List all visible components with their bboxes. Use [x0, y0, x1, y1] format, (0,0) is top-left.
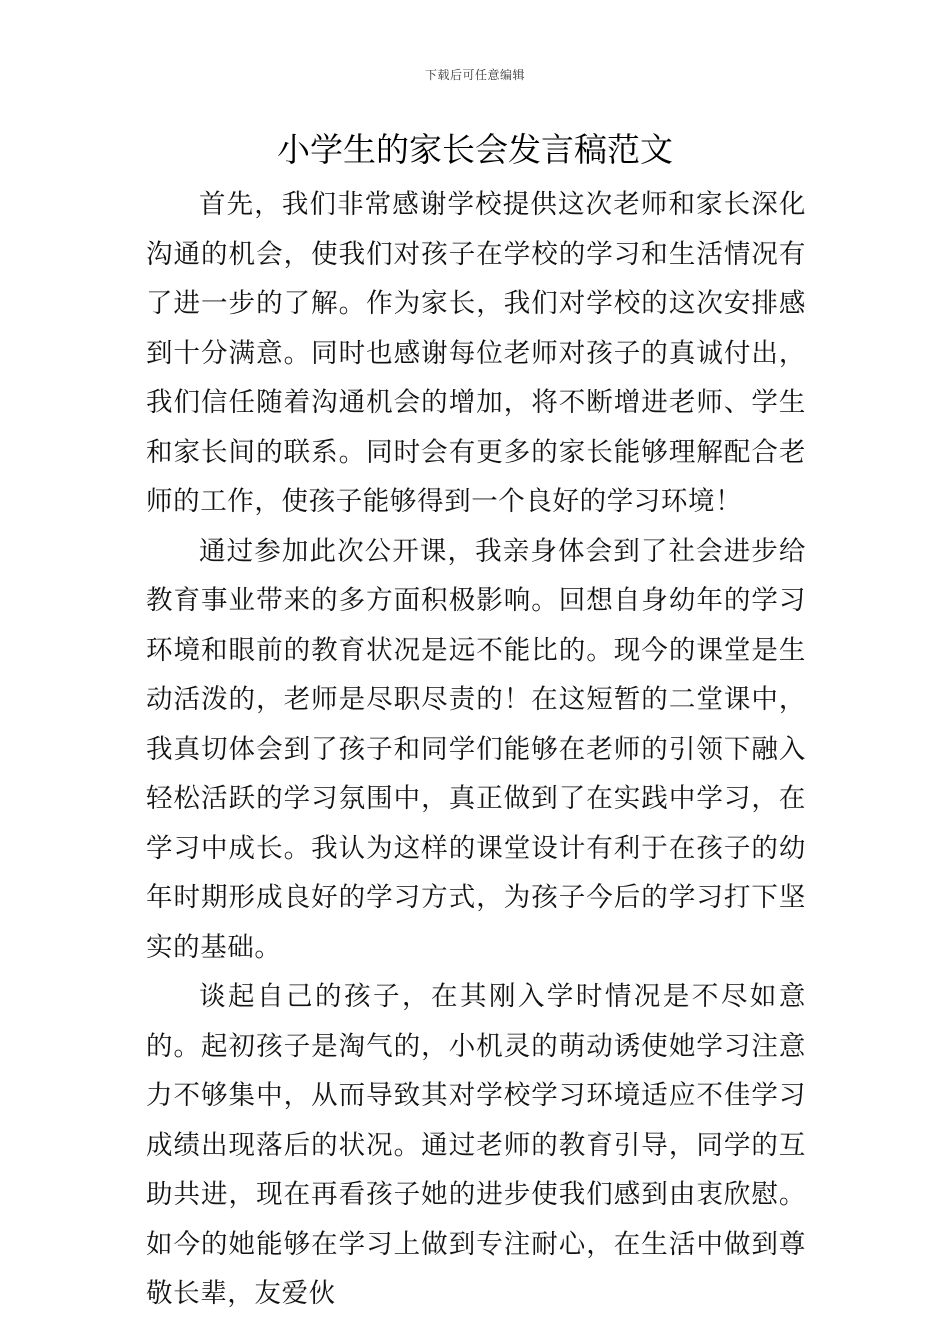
paragraph-3: 谈起自己的孩子，在其刚入学时情况是不尽如意的。起初孩子是淘气的，小机灵的萌动诱使她学习注意力不够集中，从而导致其对学校学习环境适应不佳学习成绩出现落后的状况。通过老师的教育引导，同学的互助共进，现在再看孩子她的进步使我们感到由衷欣慰。如今的她能够在学习上做到专注耐心，在生活中做到尊敬长辈，友爱伙: [146, 981, 806, 1309]
document-title: 小学生的家长会发言稿范文: [277, 130, 673, 169]
paragraph-1: 首先，我们非常感谢学校提供这次老师和家长深化沟通的机会，使我们对孩子在学校的学习和生活情况有了进一步的了解。作为家长，我们对学校的这次安排感到十分满意。同时也感谢每位老师对孩子的真诚付出，我们信任随着沟通机会的增加，将不断增进老师、学生和家长间的联系。同时会有更多的家长能够理解配合老师的工作，使孩子能够得到一个良好的学习环境！: [146, 189, 806, 517]
document-body: [146, 180, 806, 1319]
header-note: 下载后可任意编辑: [424, 68, 525, 82]
paragraph-2: 通过参加此次公开课，我亲身体会到了社会进步给教育事业带来的多方面积极影响。回想自身幼年的学习环境和眼前的教育状况是远不能比的。现今的课堂是生动活泼的，老师是尽职尽责的！在这短暂的二堂课中，我真切体会到了孩子和同学们能够在老师的引领下融入轻松活跃的学习氛围中，真正做到了在实践中学习，在学习中成长。我认为这样的课堂设计有利于在孩子的幼年时期形成良好的学习方式，为孩子今后的学习打下坚实的基础。: [146, 535, 806, 963]
